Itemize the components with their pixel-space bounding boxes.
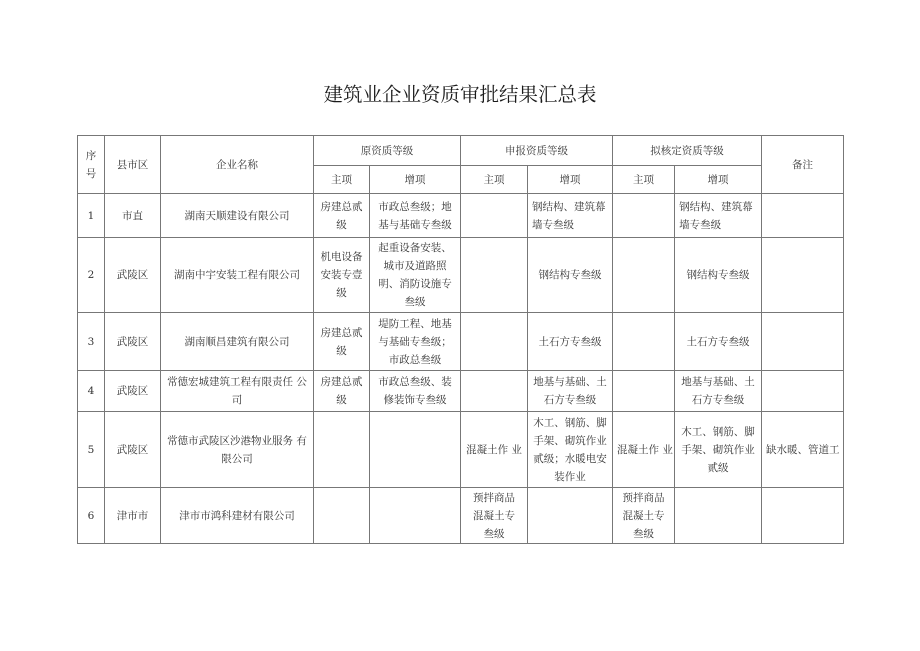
cell-county [105,313,161,371]
cell-remarks [762,194,844,238]
header-original-level-text: 原资质等级 [360,144,414,157]
cell-remarks [762,488,844,544]
header-extra-item-text: 增项 [404,173,426,186]
table-row [78,238,844,313]
header-county-text: 县市区 [116,158,149,171]
cell-applied-main [461,412,528,488]
header-applied-extra [528,166,613,194]
header-company [161,136,314,194]
header-approved-extra [675,166,762,194]
cell-approved-main [613,488,675,544]
applied-extra-qualification: 土石方专叁级 [538,335,602,348]
cell-applied-main [461,238,528,313]
company-name: 津市市鸿科建材有限公司 [179,509,295,522]
table-body [78,194,844,544]
cell-remarks [762,313,844,371]
county-name: 市直 [122,209,143,222]
header-remarks-text: 备注 [792,158,813,171]
table-header [78,136,844,194]
cell-original-extra [370,238,461,313]
cell-applied-main [461,488,528,544]
header-seq-text: 序号 [85,149,97,180]
cell-company [161,488,314,544]
table-row [78,371,844,412]
cell-seq [78,412,105,488]
cell-approved-extra [675,488,762,544]
county-name: 武陵区 [116,335,149,348]
approved-extra-qualification: 木工、钢筋、脚手架、砌筑作业贰级 [681,425,755,474]
cell-original-extra [370,488,461,544]
original-main-qualification: 机电设备安装专壹级 [320,251,363,299]
table-row [78,194,844,238]
cell-applied-extra [528,194,613,238]
approved-extra-qualification: 土石方专叁级 [686,335,750,348]
cell-approved-main [613,194,675,238]
cell-approved-extra [675,194,762,238]
header-applied-level [461,136,613,166]
header-approved-level-text: 拟核定资质等级 [650,144,724,157]
cell-remarks [762,371,844,412]
original-extra-qualification: 市政总叁级、装修装饰专叁级 [378,376,452,406]
applied-main-qualification: 混凝土作 业 [466,443,522,456]
cell-approved-extra [675,371,762,412]
seq-number: 5 [87,443,95,456]
cell-company [161,371,314,412]
approved-main-qualification: 预拌商品混凝土专叁级 [622,491,665,540]
cell-county [105,371,161,412]
cell-applied-extra [528,313,613,371]
cell-county [105,488,161,544]
header-main-item-text: 主项 [331,173,352,186]
header-row-top [78,136,844,166]
header-main-item-text: 主项 [633,173,654,186]
remarks-text: 缺水暖、管道工 [766,443,840,456]
cell-applied-main [461,194,528,238]
header-applied-level-text: 申报资质等级 [505,144,568,157]
cell-approved-main [613,238,675,313]
cell-approved-extra [675,313,762,371]
header-applied-main [461,166,528,194]
cell-original-extra [370,194,461,238]
cell-company [161,194,314,238]
cell-original-main [314,313,370,371]
county-name: 津市市 [116,509,149,522]
original-extra-qualification: 起重设备安装、城市及道路照明、消防设施专叁级 [378,242,452,308]
cell-county [105,194,161,238]
original-main-qualification: 房建总贰级 [320,200,363,231]
header-original-main [314,166,370,194]
cell-applied-extra [528,371,613,412]
header-main-item-text: 主项 [483,173,505,186]
cell-seq [78,313,105,371]
cell-original-extra [370,313,461,371]
header-approved-main [613,166,675,194]
cell-original-main [314,412,370,488]
header-original-level [314,136,461,166]
original-extra-qualification: 市政总叁级；地基与基础专叁级 [378,200,452,231]
company-name: 常德市武陵区沙港物业服务 有限公司 [167,434,307,465]
company-name: 常德宏城建筑工程有限责任 公司 [167,376,307,406]
cell-approved-extra [675,238,762,313]
cell-original-extra [370,371,461,412]
cell-seq [78,371,105,412]
cell-seq [78,194,105,238]
seq-number: 6 [87,509,95,522]
cell-approved-main [613,313,675,371]
county-name: 武陵区 [116,385,149,397]
company-name: 湖南天顺建设有限公司 [184,209,290,222]
approved-extra-qualification: 钢结构专叁级 [686,269,750,281]
original-extra-qualification: 堤防工程、地基与基础专叁级；市政总叁级 [378,317,452,366]
header-approved-level [613,136,762,166]
county-name: 武陵区 [116,443,149,456]
header-extra-item-text: 增项 [559,173,581,186]
header-extra-item-text: 增项 [707,173,729,186]
cell-company [161,412,314,488]
header-company-text: 企业名称 [216,158,258,171]
approved-main-qualification: 混凝土作 业 [617,443,673,456]
cell-original-main [314,238,370,313]
cell-original-extra [370,412,461,488]
approved-extra-qualification: 地基与基础、土石方专叁级 [681,376,755,406]
applied-extra-qualification: 钢结构、建筑幕墙专叁级 [532,200,606,231]
applied-extra-qualification: 地基与基础、土石方专叁级 [533,376,607,406]
cell-county [105,412,161,488]
applied-extra-qualification: 木工、钢筋、脚手架、砌筑作业贰级；水暖电安装作业 [533,416,607,483]
original-main-qualification: 房建总贰级 [320,376,363,406]
cell-applied-extra [528,488,613,544]
cell-applied-extra [528,238,613,313]
cell-seq [78,488,105,544]
seq-number: 3 [87,335,95,348]
qualification-results-table [77,135,844,544]
company-name: 湖南中宇安装工程有限公司 [174,269,300,281]
cell-seq [78,238,105,313]
table-row [78,313,844,371]
cell-applied-main [461,371,528,412]
original-main-qualification: 房建总贰级 [320,326,363,357]
cell-applied-main [461,313,528,371]
seq-number: 2 [87,269,95,281]
cell-remarks [762,238,844,313]
seq-number: 1 [87,209,95,222]
cell-original-main [314,194,370,238]
header-remarks [762,136,844,194]
applied-main-qualification: 预拌商品混凝土专叁级 [473,491,515,540]
company-name: 湖南顺昌建筑有限公司 [184,335,290,348]
seq-number: 4 [87,385,95,397]
cell-original-main [314,488,370,544]
cell-company [161,238,314,313]
applied-extra-qualification: 钢结构专叁级 [538,269,602,281]
cell-company [161,313,314,371]
header-seq [78,136,105,194]
cell-county [105,238,161,313]
cell-approved-main [613,371,675,412]
cell-applied-extra [528,412,613,488]
cell-approved-main [613,412,675,488]
cell-original-main [314,371,370,412]
cell-approved-extra [675,412,762,488]
header-county [105,136,161,194]
cell-remarks [762,412,844,488]
table-row [78,412,844,488]
table-row [78,488,844,544]
approved-extra-qualification: 钢结构、建筑幕墙专叁级 [679,200,753,231]
county-name: 武陵区 [116,269,149,281]
page-title: 建筑业企业资质审批结果汇总表 [323,83,597,106]
header-original-extra [370,166,461,194]
